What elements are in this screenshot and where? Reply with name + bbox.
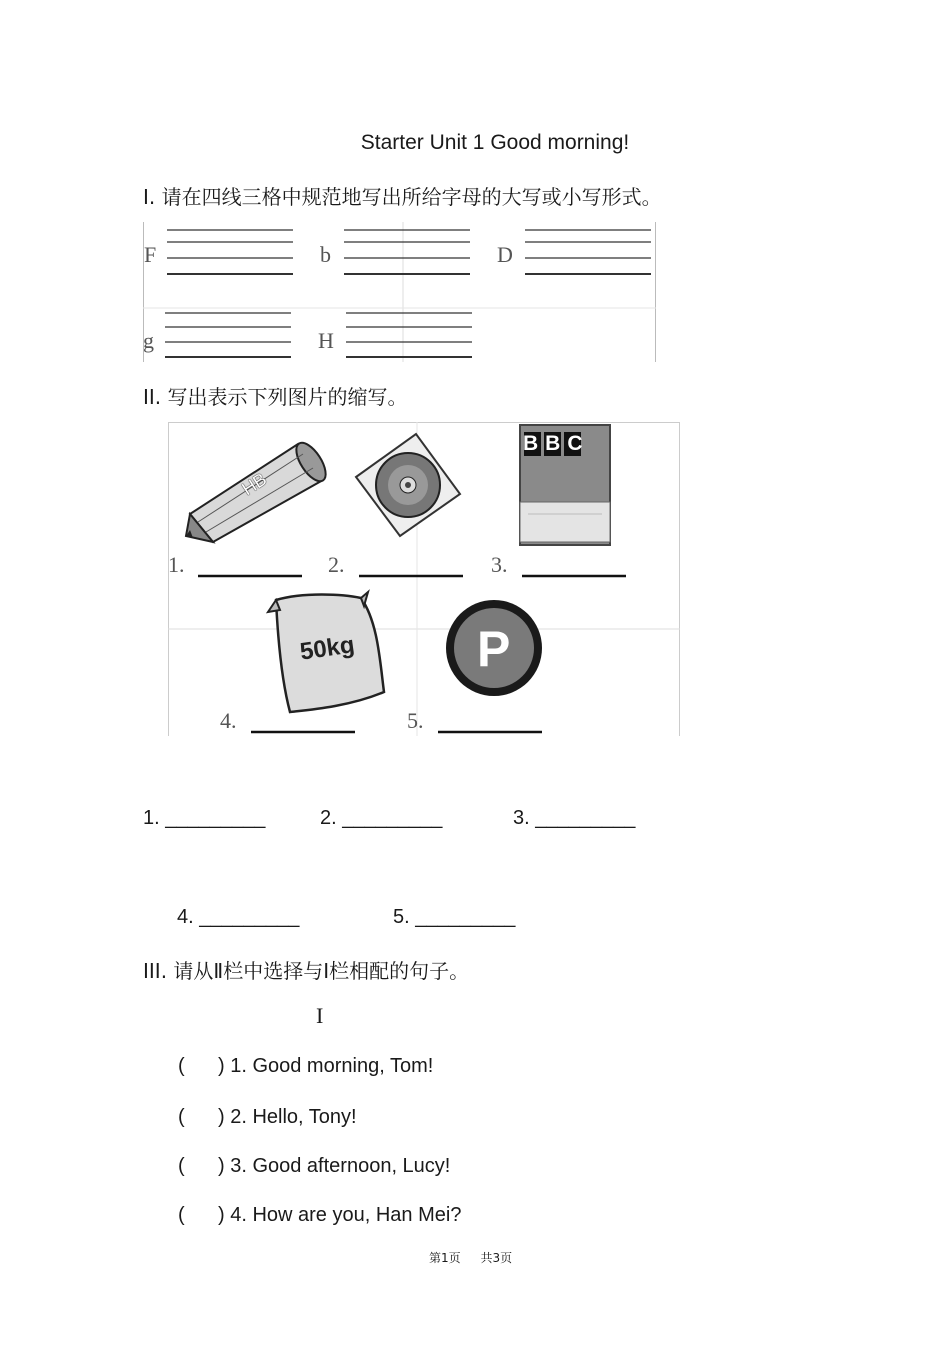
picture-number-3: 3.	[491, 552, 508, 577]
answer-3[interactable]: 3. _________	[513, 807, 636, 829]
answer-5[interactable]: 5. _________	[393, 906, 516, 928]
section-2-heading: II. 写出表示下列图片的缩写。	[143, 385, 408, 409]
match-item-3[interactable]: ( ) 3. Good afternoon, Lucy!	[178, 1155, 451, 1177]
letter-b: b	[320, 242, 331, 267]
four-line-grid-area	[143, 222, 656, 362]
letter-H: H	[318, 328, 334, 353]
letter-F: F	[144, 242, 157, 267]
letter-D: D	[497, 242, 513, 267]
match-item-1[interactable]: ( ) 1. Good morning, Tom!	[178, 1055, 434, 1077]
picture-number-5: 5.	[407, 708, 424, 733]
letter-g: g	[143, 328, 154, 353]
page-title: Starter Unit 1 Good morning!	[360, 131, 630, 154]
section-1-heading: I. 请在四线三格中规范地写出所给字母的大写或小写形式。	[143, 185, 662, 209]
parking-label: P	[477, 621, 511, 677]
four-line-grids	[143, 222, 656, 362]
match-item-4[interactable]: ( ) 4. How are you, Han Mei?	[178, 1204, 462, 1226]
column-one-label: I	[316, 1003, 324, 1028]
answer-1[interactable]: 1. _________	[143, 807, 266, 829]
picture-illustrations	[168, 422, 680, 736]
picture-panel	[168, 422, 680, 736]
cd-icon	[356, 434, 460, 536]
picture-number-2: 2.	[328, 552, 345, 577]
page-footer: 第1页 共3页	[429, 1251, 513, 1265]
pencil-label: HB	[238, 468, 271, 500]
match-item-2[interactable]: ( ) 2. Hello, Tony!	[178, 1106, 357, 1128]
tv-label: BBC	[523, 432, 590, 455]
picture-number-1: 1.	[168, 552, 185, 577]
answer-2[interactable]: 2. _________	[320, 807, 443, 829]
bag-label: 50kg	[298, 631, 357, 666]
answer-4[interactable]: 4. _________	[177, 906, 300, 928]
picture-number-4: 4.	[220, 708, 237, 733]
section-3-heading: III. 请从Ⅱ栏中选择与Ⅰ栏相配的句子。	[143, 959, 470, 983]
